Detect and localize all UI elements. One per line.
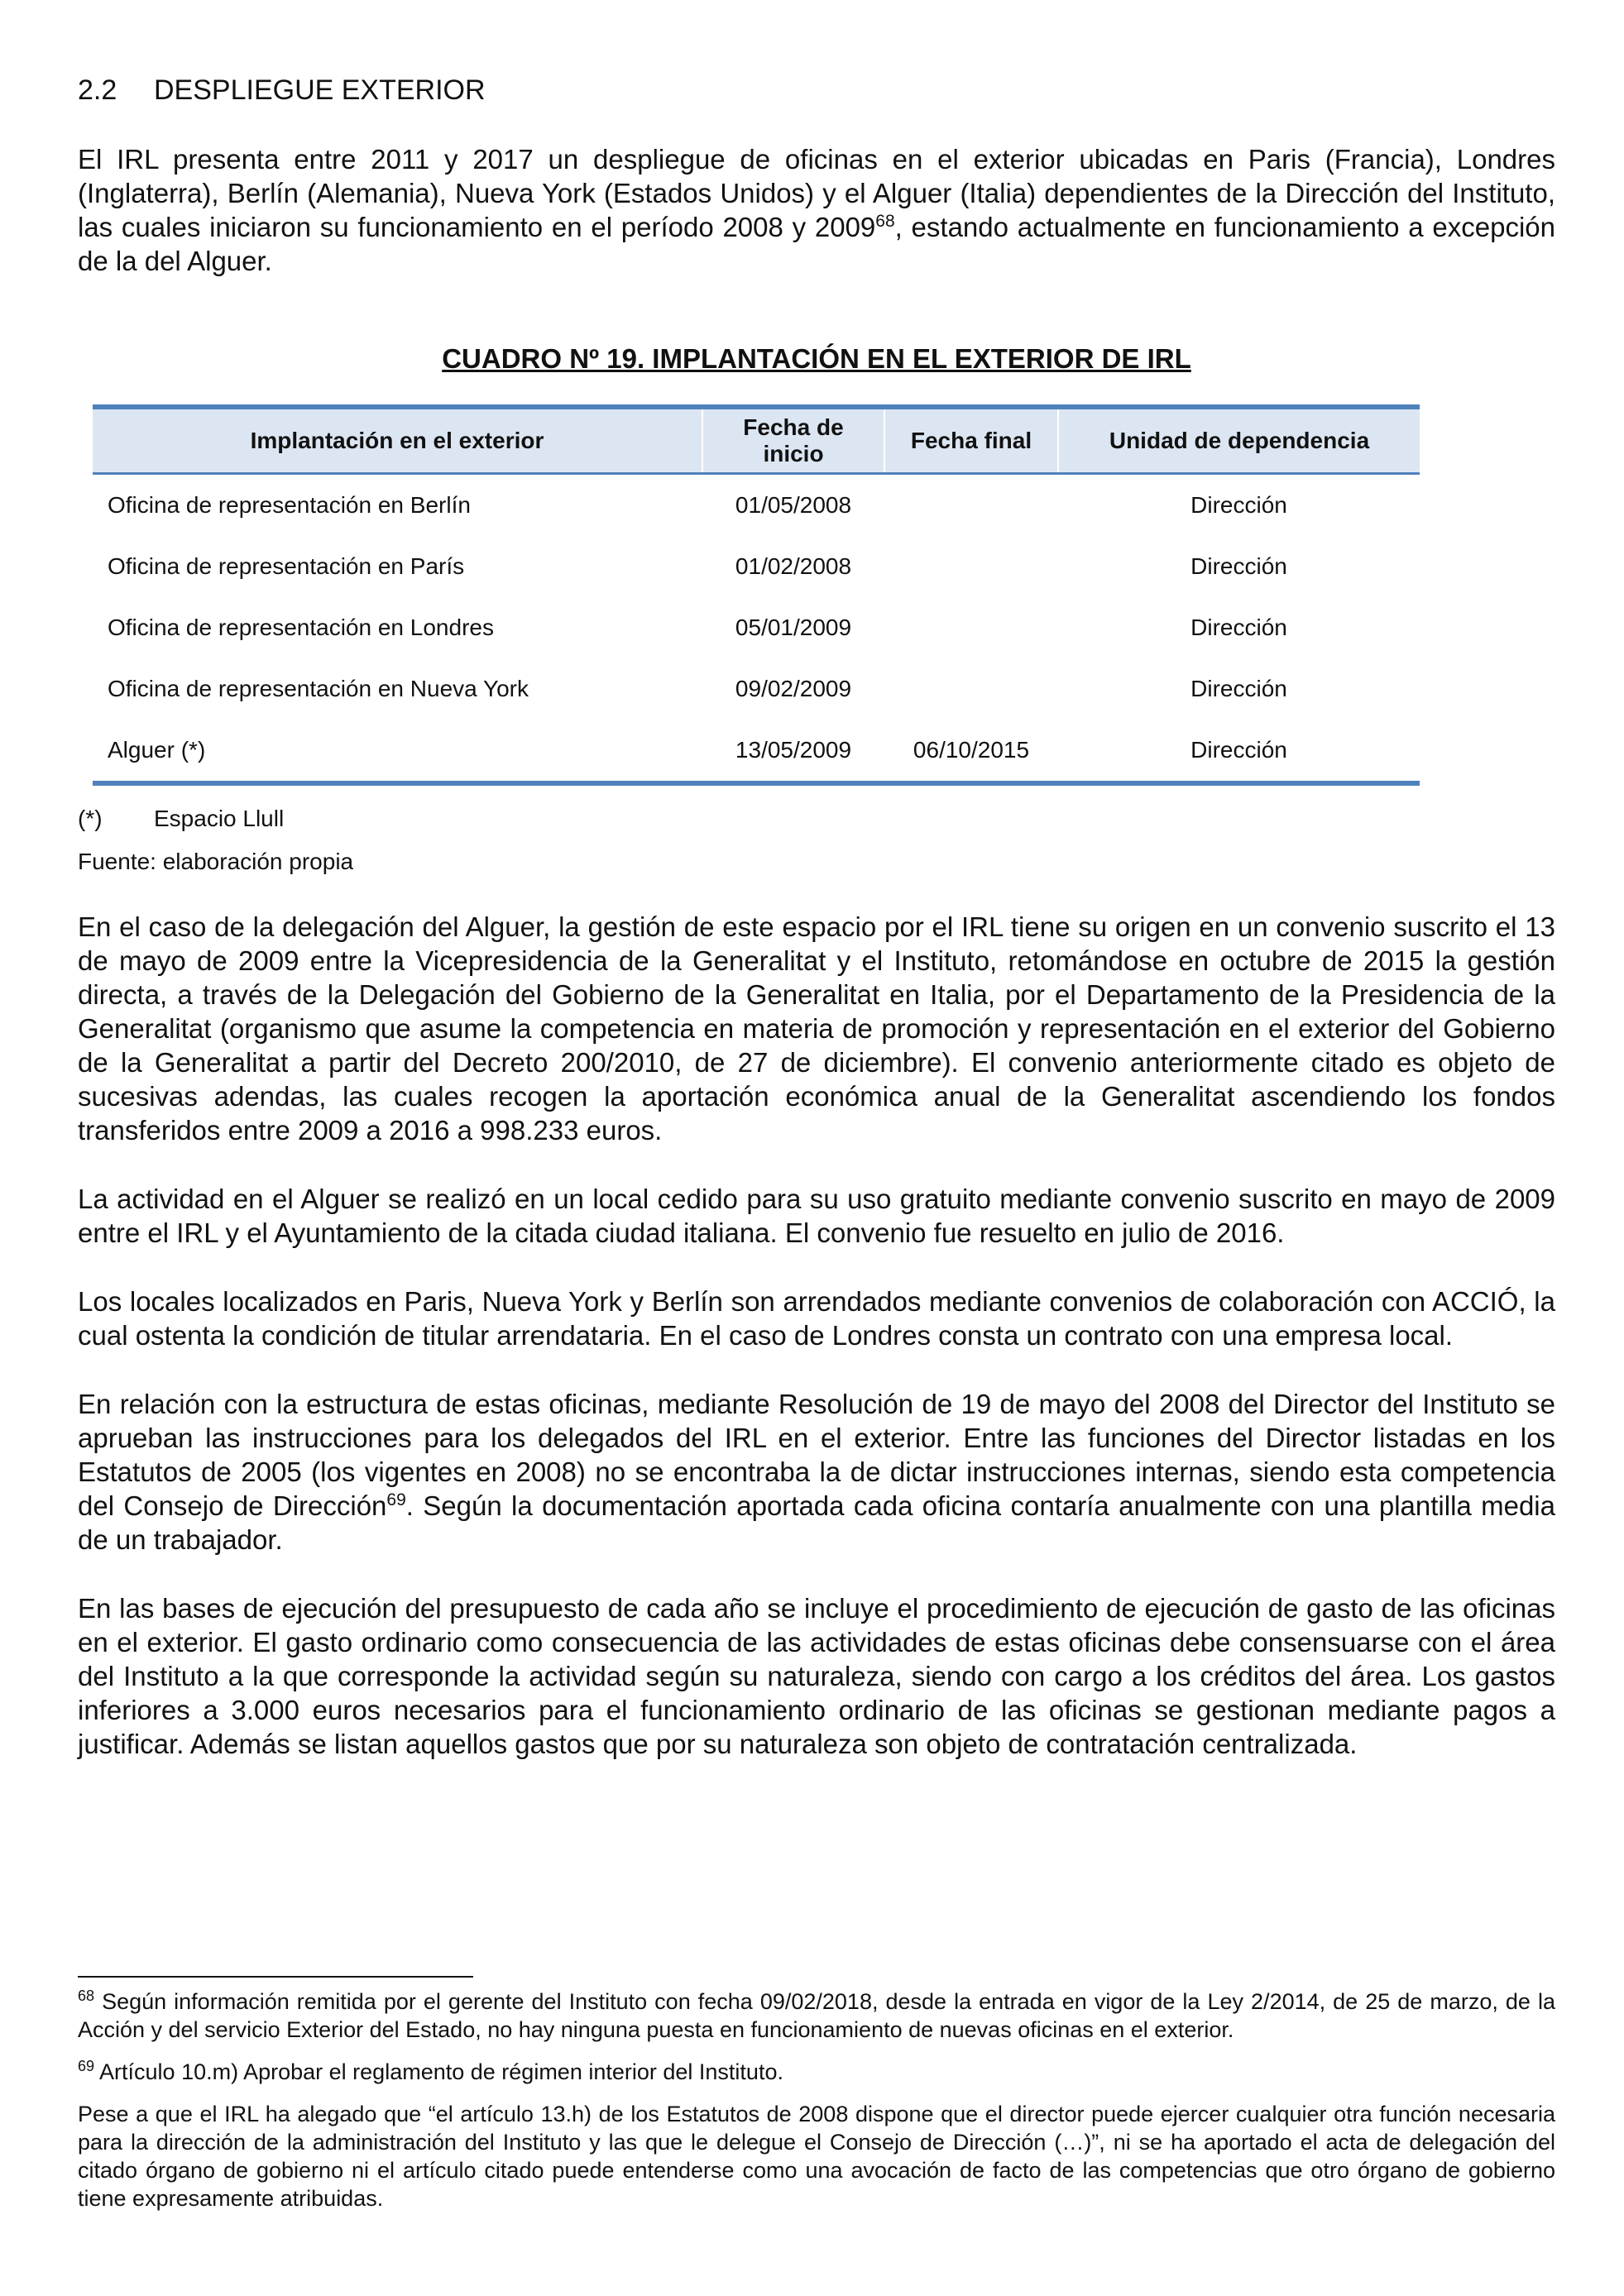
paragraph-alguer: En el caso de la delegación del Alguer, la gestión de este espacio por el IRL tiene su origen en un convenio suscrito el 13 de mayo de 2009 entre la Vicepresidencia de la Generalitat y el Instituto, retomándose en octubre de 2015 la gestión directa, a través de la Delegación del Gobierno de la Generalitat en Italia, por el Departamento de la Presidencia de la Generalitat (organismo que asume la competencia en materia de promoción y representación en el exterior del Gobierno de la Generalitat a partir del Decreto 200/2010, de 27 de diciembre). El convenio anteriormente citado es objeto de sucesivas adendas, las cuales recogen la aportación económica anual de la Generalitat ascendiendo los fondos transferidos entre 2009 a 2016 a 998.233 euros. (78, 911, 1555, 1146)
table-row (93, 597, 1420, 658)
footnote-text: Artículo 10.m) Aprobar el reglamento de régimen interior del Instituto. (94, 2059, 783, 2084)
paragraph-locales: Los locales localizados en Paris, Nueva York y Berlín son arrendados mediante convenios de colaboración con ACCIÓ, la cual ostenta la condición de titular arrendataria. En el caso de Londres consta un contrato con una empresa local. (78, 1286, 1555, 1351)
col-header-unidad: Unidad de dependencia (1058, 407, 1420, 474)
table-row (93, 720, 1420, 783)
footnote-number: 68 (78, 1987, 95, 2004)
cell-implantacion: Oficina de representación en París (108, 553, 465, 579)
table-source: Fuente: elaboración propia (78, 849, 354, 874)
cell-fecha-final (884, 474, 1058, 537)
section-title: DESPLIEGUE EXTERIOR (154, 74, 486, 106)
footnote-text: Según información remitida por el gerente del Instituto con fecha 09/02/2018, desde la entrada en vigor de la Ley 2/2014, de 25 de marzo, de la Acción y del servicio Exterior del Estado, no hay ninguna puesta en funcionamiento de nuevas oficinas en el exterior. (78, 1989, 1555, 2042)
footnote-69 (78, 2058, 1555, 2086)
col-header-fecha-inicio: Fecha de inicio (702, 407, 884, 474)
table-note-mark: (*) (78, 806, 103, 831)
paragraph-local-alguer: La actividad en el Alguer se realizó en un local cedido para su uso gratuito mediante convenio suscrito en mayo de 2009 entre el IRL y el Ayuntamiento de la citada ciudad italiana. El convenio fue resuelto en julio de 2016. (78, 1184, 1555, 1248)
table-caption: CUADRO Nº 19. IMPLANTACIÓN EN EL EXTERIOR DE IRL (442, 343, 1191, 374)
cell-fecha-inicio: 01/02/2008 (735, 553, 852, 579)
paragraph-presupuesto: En las bases de ejecución del presupuesto de cada año se incluye el procedimiento de ejecución de gasto de las oficinas en el exterior. El gasto ordinario como consecuencia de las actividades de estas oficinas debe consensuarse con el área del Instituto a la que corresponde la actividad según su naturaleza, siendo con cargo a los créditos del área. Los gastos inferiores a 3.000 euros necesarios para el funcionamiento ordinario de las oficinas se gestionan mediante pagos a justificar. Además se listan aquellos gastos que por su naturaleza son objeto de contratación centralizada. (78, 1593, 1555, 1759)
table-header-row (93, 407, 1420, 474)
section-heading (78, 73, 1555, 108)
col-header-fecha-final: Fecha final (884, 407, 1058, 474)
footnote-separator (78, 1976, 473, 1978)
intro-text: El IRL presenta entre 2011 y 2017 un despliegue de oficinas en el exterior ubicadas en Paris (Francia), Londres (Inglaterra), Berlín (Alemania), Nueva York (Estados Unidos) y el Alguer (Italia) dependientes de la Dirección del Instituto, las cuales iniciaron su funcionamiento en el período 2008 y 2009 (78, 144, 1555, 242)
cell-implantacion: Alguer (*) (93, 720, 702, 783)
paragraph-estructura (78, 1387, 1555, 1557)
intro-paragraph (78, 142, 1555, 278)
cell-unidad: Dirección (1058, 720, 1420, 783)
footnote-ref-68[interactable]: 68 (875, 212, 895, 231)
cell-fecha-inicio: 13/05/2009 (702, 720, 884, 783)
section-number: 2.2 (78, 74, 117, 106)
footnote-number: 69 (78, 2058, 95, 2074)
cell-fecha-final (884, 658, 1058, 720)
implantation-table (93, 404, 1420, 786)
cell-implantacion: Oficina de representación en Nueva York (108, 676, 529, 701)
cell-fecha-final (884, 536, 1058, 597)
footnotes (78, 1987, 1555, 2227)
cell-fecha-inicio: 01/05/2008 (735, 492, 852, 518)
cell-unidad: Dirección (1190, 676, 1287, 701)
table-row (93, 536, 1420, 597)
footnote-68 (78, 1987, 1555, 2044)
cell-implantacion: Oficina de representación en Berlín (108, 492, 471, 518)
cell-fecha-final: 06/10/2015 (884, 720, 1058, 783)
document-page (78, 73, 1555, 1796)
cell-fecha-inicio: 05/01/2009 (735, 615, 852, 640)
paragraph-estructura-text: En relación con la estructura de estas oficinas, mediante Resolución de 19 de mayo del 2008 del Director del Instituto se aprueban las instrucciones para los delegados del IRL en el exterior. Entre las funciones del Director listadas en los Estatutos de 2005 (los vigentes en 2008) no se encontraba la de dictar instrucciones internas, siendo esta competencia del Consejo de Dirección (78, 1389, 1555, 1521)
cell-unidad: Dirección (1190, 492, 1287, 518)
paragraph-estructura-end: . Según la documentación aportada cada oficina contaría anualmente con una plantilla media de un trabajador. (78, 1490, 1555, 1555)
cell-fecha-inicio: 09/02/2009 (735, 676, 852, 701)
col-header-implantacion: Implantación en el exterior (93, 407, 702, 474)
cell-unidad: Dirección (1190, 553, 1287, 579)
cell-unidad: Dirección (1190, 615, 1287, 640)
table-note-text: Espacio Llull (154, 806, 285, 831)
footnote-69-continuation: Pese a que el IRL ha alegado que “el artículo 13.h) de los Estatutos de 2008 dispone que el director puede ejercer cualquier otra función necesaria para la dirección de la administración del Instituto y las que le delegue el Consejo de Dirección (…)”, ni se ha aportado el acta de delegación del citado órgano de gobierno ni el artículo citado puede entenderse como una avocación de facto de las competencias que otro órgano de gobierno tiene expresamente atribuidas. (78, 2102, 1555, 2211)
cell-fecha-final (884, 597, 1058, 658)
table-row (93, 474, 1420, 537)
table-note (78, 804, 1555, 834)
cell-implantacion: Oficina de representación en Londres (108, 615, 494, 640)
table-row (93, 658, 1420, 720)
intro-text-end: , estando actualmente en funcionamiento a excepción de la del Alguer. (78, 212, 1555, 276)
footnote-ref-69[interactable]: 69 (386, 1490, 406, 1509)
